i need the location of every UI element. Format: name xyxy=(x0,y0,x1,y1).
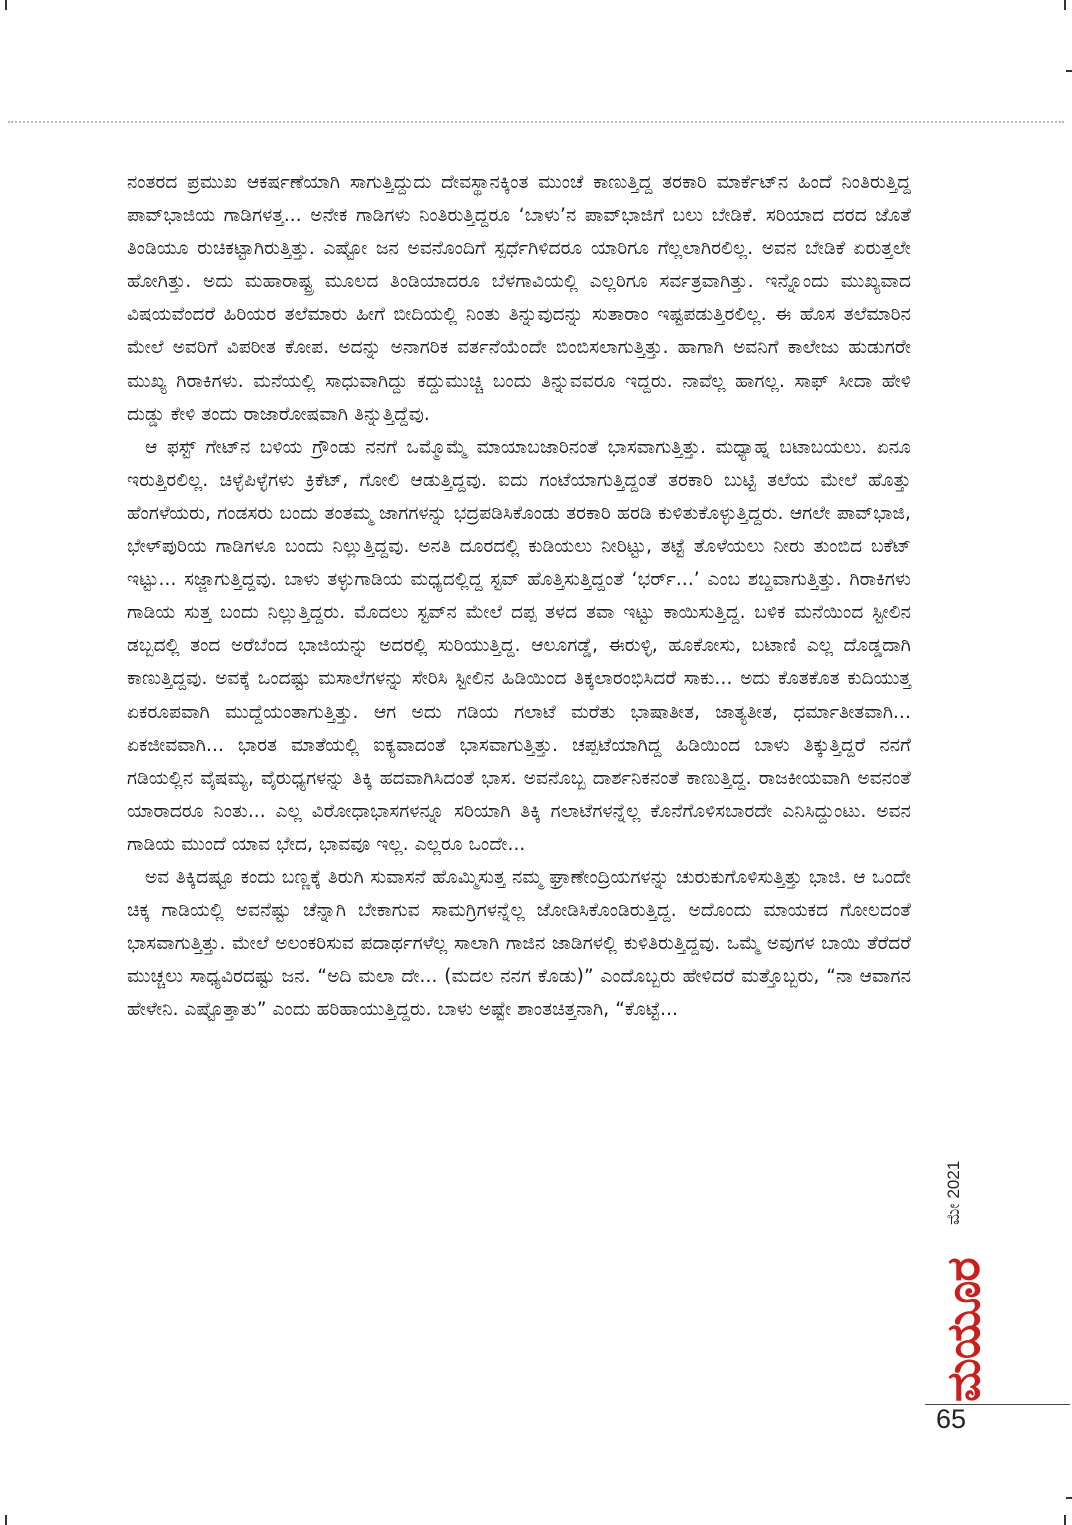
magazine-logo: ಮಯೂರ xyxy=(936,1258,990,1402)
issue-date: ಮೇ 2021 xyxy=(944,1160,963,1225)
crop-mark-right-lower xyxy=(1066,1497,1072,1499)
dotted-separator xyxy=(8,121,1064,123)
crop-mark-bottom-left xyxy=(5,1515,7,1525)
article-paragraph-2: ಆ ಫಸ್ಟ್ ಗೇಟ್‌ನ ಬಳಿಯ ಗ್ರೌಂಡು ನನಗೆ ಒಮ್ಮೊಮ್ಮೆ ಮಾಯಾಬಜಾರಿನಂತೆ ಭಾಸವಾಗುತ್ತಿತ್ತು. ಮಧ್ಯಾಹ್ನ ಬಟಾಬಯಲು. ಏನೂ ಇರುತ್ತಿರಲಿಲ್ಲ. ಚಿಳ್ಳೆಪಿಳ್ಳೆಗಳು ಕ್ರಿಕೆಟ್, ಗೋಲಿ ಆಡುತ್ತಿದ್ದವು. ಐದು ಗಂಟೆಯಾಗುತ್ತಿದ್ದಂತೆ ತರಕಾರಿ ಬುಟ್ಟಿ ತಲೆಯ ಮೇಲೆ ಹೊತ್ತು ಹೆಂಗಳೆಯರು, ಗಂಡಸರು ಬಂದು ತಂತಮ್ಮ ಜಾಗಗಳನ್ನು ಭದ್ರಪಡಿಸಿಕೊಂಡು ತರಕಾರಿ ಹರಡಿ ಕುಳಿತುಕೊಳ್ಳುತ್ತಿದ್ದರು. ಆಗಲೇ ಪಾವ್‌ಭಾಜಿ, ಭೇಳ್‌ಪುರಿಯ ಗಾಡಿಗಳೂ ಬಂದು ನಿಲ್ಲುತ್ತಿದ್ದವು. ಅನತಿ ದೂರದಲ್ಲಿ ಕುಡಿಯಲು ನೀರಿಟ್ಟು, ತಟ್ಟೆ ತೊಳೆಯಲು ನೀರು ತುಂಬಿದ ಬಕೆಟ್ ಇಟ್ಟು... ಸಜ್ಜಾಗುತ್ತಿದ್ದವು. ಬಾಳು ತಳ್ಳುಗಾಡಿಯ ಮಧ್ಯದಲ್ಲಿದ್ದ ಸ್ಟವ್ ಹೊತ್ತಿಸುತ್ತಿದ್ದಂತೆ ‘ಭರ್ರ್...’ ಎಂಬ ಶಬ್ದವಾಗುತ್ತಿತ್ತು. ಗಿರಾಕಿಗಳು ಗಾಡಿಯ ಸುತ್ತ ಬಂದು ನಿಲ್ಲುತ್ತಿದ್ದರು. ಮೊದಲು ಸ್ಟವ್‌ನ ಮೇಲೆ ದಪ್ಪ ತಳದ ತವಾ ಇಟ್ಟು ಕಾಯಿಸುತ್ತಿದ್ದ. ಬಳಿಕ ಮನೆಯಿಂದ ಸ್ಟೀಲಿನ ಡಬ್ಬದಲ್ಲಿ ತಂದ ಅರೆಬೆಂದ ಭಾಜಿಯನ್ನು ಅದರಲ್ಲಿ ಸುರಿಯುತ್ತಿದ್ದ. ಆಲೂಗಡ್ಡೆ, ಈರುಳ್ಳಿ, ಹೂಕೋಸು, ಬಟಾಣಿ ಎಲ್ಲ ದೊಡ್ಡದಾಗಿ ಕಾಣುತ್ತಿದ್ದವು. ಅವಕ್ಕೆ ಒಂದಷ್ಟು ಮಸಾಲೆಗಳನ್ನು ಸೇರಿಸಿ ಸ್ಟೀಲಿನ ಹಿಡಿಯಿಂದ ತಿಕ್ಕಲಾರಂಭಿಸಿದರೆ ಸಾಕು... ಅದು ಕೊತಕೊತ ಕುದಿಯುತ್ತ ಏಕರೂಪವಾಗಿ ಮುದ್ದೆಯಂತಾಗುತ್ತಿತ್ತು. ಆಗ ಅದು ಗಡಿಯ ಗಲಾಟೆ ಮರೆತು ಭಾಷಾತೀತ, ಜಾತ್ಯತೀತ, ಧರ್ಮಾತೀತವಾಗಿ... ಏಕಜೀವವಾಗಿ... ಭಾರತ ಮಾತೆಯಲ್ಲಿ ಐಕ್ಯವಾದಂತೆ ಭಾಸವಾಗುತ್ತಿತ್ತು. ಚಪ್ಪಟೆಯಾಗಿದ್ದ ಹಿಡಿಯಿಂದ ಬಾಳು ತಿಕ್ಕುತ್ತಿದ್ದರೆ ನನಗೆ ಗಡಿಯಲ್ಲಿನ ವೈಷಮ್ಯ, ವೈರುಧ್ಯಗಳನ್ನು ತಿಕ್ಕಿ ಹದವಾಗಿಸಿದಂತೆ ಭಾಸ. ಅವನೊಬ್ಬ ದಾರ್ಶನಿಕನಂತೆ ಕಾಣುತ್ತಿದ್ದ. ರಾಜಕೀಯವಾಗಿ ಅವನಂತೆ ಯಾರಾದರೂ ನಿಂತು... ಎಲ್ಲ ವಿರೋಧಾಭಾಸಗಳನ್ನೂ ಸರಿಯಾಗಿ ತಿಕ್ಕಿ ಗಲಾಟೆಗಳನ್ನೆಲ್ಲ ಕೊನೆಗೊಳಿಸಬಾರದೇ ಎನಿಸಿದ್ದುಂಟು. ಅವನ ಗಾಡಿಯ ಮುಂದೆ ಯಾವ ಭೇದ, ಭಾವವೂ ಇಲ್ಲ. ಎಲ್ಲರೂ ಒಂದೇ... xyxy=(127,436,911,855)
page-number: 65 xyxy=(936,1404,967,1434)
article-paragraph-3: ಅವ ತಿಕ್ಕಿದಷ್ಟೂ ಕಂದು ಬಣ್ಣಕ್ಕೆ ತಿರುಗಿ ಸುವಾಸನೆ ಹೊಮ್ಮಿಸುತ್ತ ನಮ್ಮ ಘ್ರಾಣೇಂದ್ರಿಯಗಳನ್ನು ಚುರುಕುಗೊಳಿಸುತ್ತಿತ್ತು ಭಾಜಿ. ಆ ಒಂದೇ ಚಿಕ್ಕ ಗಾಡಿಯಲ್ಲಿ ಅವನೆಷ್ಟು ಚೆನ್ನಾಗಿ ಬೇಕಾಗುವ ಸಾಮಗ್ರಿಗಳನ್ನೆಲ್ಲ ಜೋಡಿಸಿಕೊಂಡಿರುತ್ತಿದ್ದ. ಅದೊಂದು ಮಾಯಕದ ಗೋಲದಂತೆ ಭಾಸವಾಗುತ್ತಿತ್ತು. ಮೇಲೆ ಅಲಂಕರಿಸುವ ಪದಾರ್ಥಗಳೆಲ್ಲ ಸಾಲಾಗಿ ಗಾಜಿನ ಜಾಡಿಗಳಲ್ಲಿ ಕುಳಿತಿರುತ್ತಿದ್ದವು. ಒಮ್ಮೆ ಅವುಗಳ ಬಾಯಿ ತೆರೆದರೆ ಮುಚ್ಚಲು ಸಾಧ್ಯವಿರದಷ್ಟು ಜನ. “ಅದಿ ಮಲಾ ದೇ... (ಮದಲ ನನಗ ಕೊಡು)” ಎಂದೊಬ್ಬರು ಹೇಳಿದರೆ ಮತ್ತೊಬ್ಬರು, “ನಾ ಆವಾಗನ ಹೇಳೇನಿ. ಎಷ್ಟೊತ್ತಾತು” ಎಂದು ಹರಿಹಾಯುತ್ತಿದ್ದರು. ಬಾಳು ಅಷ್ಟೇ ಶಾಂತಚಿತ್ತನಾಗಿ, “ಕೊಟ್ಟೆ... xyxy=(127,866,911,1021)
article-body xyxy=(127,166,911,1026)
crop-mark-top-left xyxy=(5,0,7,10)
crop-mark-top-right xyxy=(1064,0,1066,10)
article-paragraph-1: ನಂತರದ ಪ್ರಮುಖ ಆಕರ್ಷಣೆಯಾಗಿ ಸಾಗುತ್ತಿದ್ದುದು ದೇವಸ್ಥಾನಕ್ಕಿಂತ ಮುಂಚೆ ಕಾಣುತ್ತಿದ್ದ ತರಕಾರಿ ಮಾರ್ಕೆಟ್‌ನ ಹಿಂದೆ ನಿಂತಿರುತ್ತಿದ್ದ ಪಾವ್‌ಭಾಜಿಯ ಗಾಡಿಗಳತ್ತ... ಅನೇಕ ಗಾಡಿಗಳು ನಿಂತಿರುತ್ತಿದ್ದರೂ ‘ಬಾಳು’ನ ಪಾವ್‌ಭಾಜಿಗೆ ಬಲು ಬೇಡಿಕೆ. ಸರಿಯಾದ ದರದ ಜೊತೆ ತಿಂಡಿಯೂ ರುಚಿಕಟ್ಟಾಗಿರುತ್ತಿತ್ತು. ಎಷ್ಟೋ ಜನ ಅವನೊಂದಿಗೆ ಸ್ಪರ್ಧೆಗಿಳಿದರೂ ಯಾರಿಗೂ ಗೆಲ್ಲಲಾಗಿರಲಿಲ್ಲ. ಅವನ ಬೇಡಿಕೆ ಏರುತ್ತಲೇ ಹೋಗಿತ್ತು. ಅದು ಮಹಾರಾಷ್ಟ್ರ ಮೂಲದ ತಿಂಡಿಯಾದರೂ ಬೆಳಗಾವಿಯಲ್ಲಿ ಎಲ್ಲರಿಗೂ ಸರ್ವತ್ರವಾಗಿತ್ತು. ಇನ್ನೊಂದು ಮುಖ್ಯವಾದ ವಿಷಯವೆಂದರೆ ಹಿರಿಯರ ತಲೆಮಾರು ಹೀಗೆ ಬೀದಿಯಲ್ಲಿ ನಿಂತು ತಿನ್ನುವುದನ್ನು ಸುತಾರಾಂ ಇಷ್ಟಪಡುತ್ತಿರಲಿಲ್ಲ. ಈ ಹೊಸ ತಲೆಮಾರಿನ ಮೇಲೆ ಅವರಿಗೆ ವಿಪರೀತ ಕೋಪ. ಅದನ್ನು ಅನಾಗರಿಕ ವರ್ತನೆಯೆಂದೇ ಬಿಂಬಿಸಲಾಗುತ್ತಿತ್ತು. ಹಾಗಾಗಿ ಅವನಿಗೆ ಕಾಲೇಜು ಹುಡುಗರೇ ಮುಖ್ಯ ಗಿರಾಕಿಗಳು. ಮನೆಯಲ್ಲಿ ಸಾಧುವಾಗಿದ್ದು ಕದ್ದುಮುಚ್ಚಿ ಬಂದು ತಿನ್ನುವವರೂ ಇದ್ದರು. ನಾವೆಲ್ಲ ಹಾಗಲ್ಲ. ಸಾಫ್ ಸೀದಾ ಹೇಳಿ ದುಡ್ಡು ಕೇಳಿ ತಂದು ರಾಜಾರೋಷವಾಗಿ ತಿನ್ನುತ್ತಿದ್ದೆವು. xyxy=(127,172,911,425)
crop-mark-bottom-right xyxy=(1064,1515,1066,1525)
crop-mark-right-upper xyxy=(1066,70,1072,72)
